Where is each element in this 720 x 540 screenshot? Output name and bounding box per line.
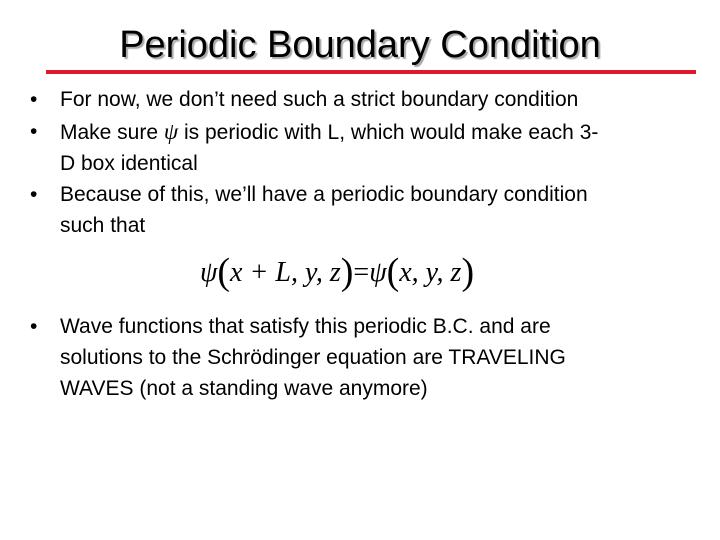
bullet-line: Wave functions that satisfy this periodic B.C. and are [60,315,551,338]
bullet-text [60,84,692,115]
bullet-line: Because of this, we’ll have a periodic boundary condition [60,183,588,206]
bullet-text [60,179,692,241]
boundary-condition-equation [200,252,520,292]
bullet-line: such that [60,214,146,237]
bullet-marker: • [30,315,38,338]
equation-lhs-args: x + L, y, z [230,257,341,288]
bullet-line-prefix: Make sure [60,121,164,144]
bullet-line: WAVES (not a standing wave anymore) [60,377,428,400]
bullet-text [60,311,692,404]
equation-close-paren: ) [340,251,354,293]
equation-close-paren: ) [461,251,475,293]
bullet-marker: • [30,120,38,143]
equation-lhs-psi: ψ [200,257,218,288]
bullet-line: D box identical [60,152,198,175]
slide-title: Periodic Boundary Condition [119,24,601,66]
bullet-marker: • [30,88,38,111]
bullet-line: is periodic with L, which would make each 3- [178,121,599,144]
psi-symbol: ψ [163,119,179,144]
bullet-line: solutions to the Schrödinger equation are TRAVELING [60,346,566,369]
bullet-marker: • [30,183,38,206]
equation-rhs-psi: ψ [369,257,387,288]
bullet-text [60,116,692,179]
equation-equals: = [353,257,370,288]
equation-rhs-args: x, y, z [399,257,462,288]
equation-open-paren: ( [217,251,231,293]
bullet-line: For now, we don’t need such a strict boundary condition [60,88,579,111]
equation-open-paren: ( [386,251,400,293]
